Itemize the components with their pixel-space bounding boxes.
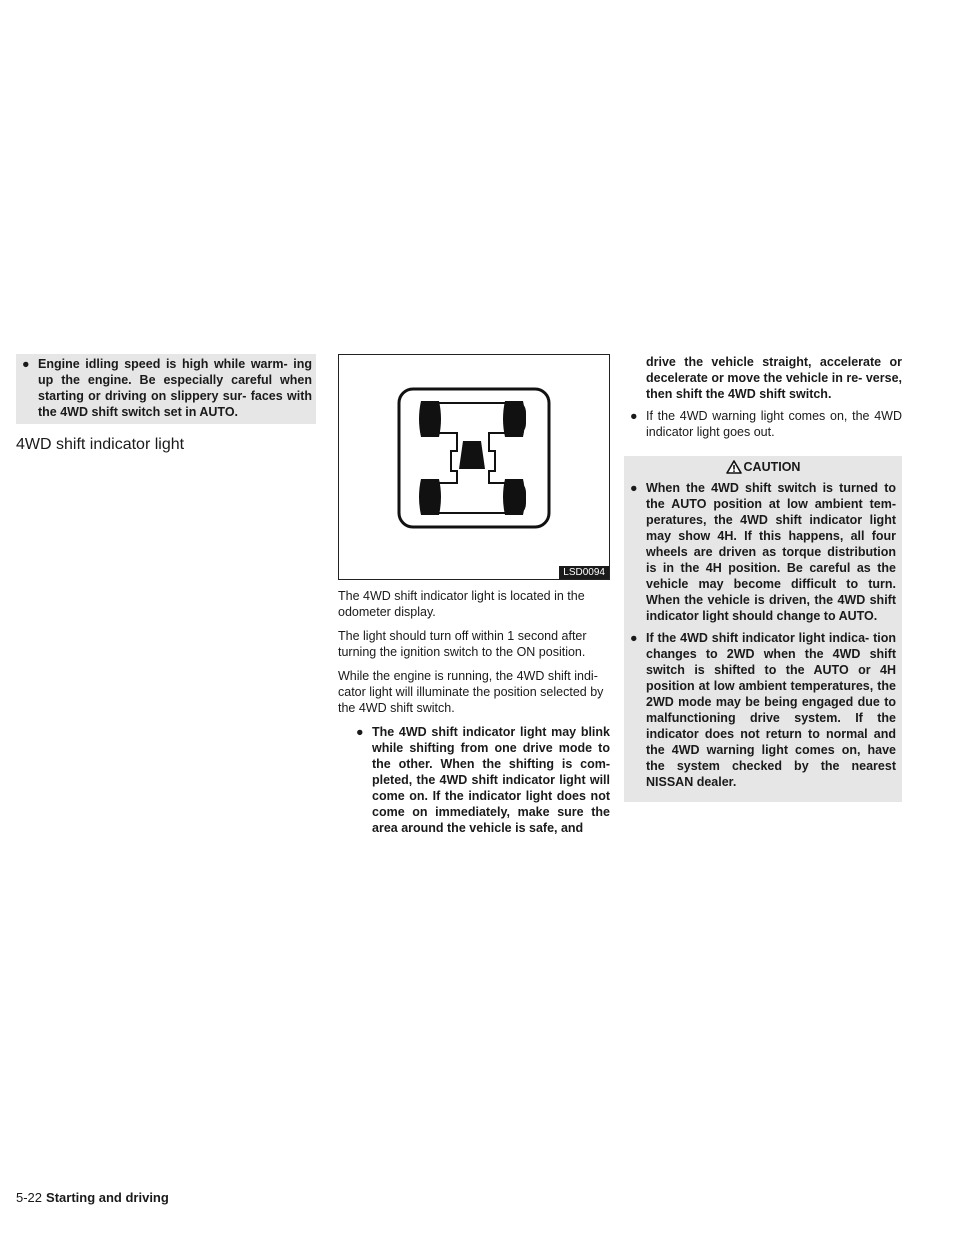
- continuation-item: [624, 354, 902, 402]
- section-heading: 4WD shift indicator light: [16, 436, 185, 453]
- warning-triangle-icon: [726, 460, 742, 474]
- bullet-icon: ●: [356, 725, 364, 739]
- section-name: Starting and driving: [46, 1190, 169, 1205]
- 4wd-drivetrain-icon: [339, 355, 609, 579]
- caution-item: [624, 630, 902, 796]
- caution-item: [624, 480, 902, 630]
- warning-bullet-item: [16, 356, 312, 420]
- figure-4wd-indicator: [338, 354, 610, 580]
- warning-light-text: If the 4WD warning light comes on, the 4WD indicator light goes out.: [646, 409, 902, 439]
- page-number: 5-22: [16, 1190, 43, 1205]
- continuation-text: drive the vehicle straight, accelerate or decelerate or move the vehicle in re- verse, then shift the 4WD shift switch.: [646, 355, 902, 401]
- right-column: [624, 354, 902, 802]
- bullet-icon: ●: [22, 357, 30, 371]
- page-footer: [16, 1190, 169, 1205]
- bullet-icon: ●: [630, 481, 638, 495]
- blink-bullet-item: [338, 724, 610, 836]
- caution-heading: [624, 456, 902, 480]
- bullet-icon: ●: [630, 631, 638, 645]
- blink-bullet-text: The 4WD shift indicator light may blink while shifting from one drive mode to the other. When the shifting is com- pleted, the 4WD shift indicator light will come on. If the indicator light does not come on immediately, make sure the area around the vehicle is safe, and: [372, 725, 610, 835]
- paragraph-illuminate: While the engine is running, the 4WD shift indi- cator light will illuminate the position selected by the 4WD shift switch.: [338, 669, 604, 715]
- caution-title: CAUTION: [743, 460, 801, 474]
- left-column: [16, 354, 316, 454]
- warning-text: Engine idling speed is high while warm- ing up the engine. Be especially careful when starting or driving on slippery sur- faces with the 4WD shift switch set in AUTO.: [38, 357, 312, 419]
- warning-light-bullet-item: [624, 408, 902, 440]
- middle-column: [338, 354, 610, 836]
- figure-code: LSD0094: [559, 566, 609, 579]
- bullet-icon: ●: [630, 409, 638, 423]
- paragraph-turn-off: The light should turn off within 1 second after turning the ignition switch to the ON position.: [338, 629, 587, 659]
- warning-box: [16, 354, 316, 424]
- paragraph-location: The 4WD shift indicator light is located in the odometer display.: [338, 589, 585, 619]
- caution-box: [624, 456, 902, 802]
- caution-item-text: When the 4WD shift switch is turned to the AUTO position at low ambient tem- peratures, the 4WD shift indicator light may show 4H. If this happens, all four wheels are driven as torque distribution is in the 4H position. Be careful as the vehicle may become difficult to turn. When the vehicle is driven, the 4WD shift indicator light should change to AUTO.: [646, 481, 896, 623]
- caution-item-text: If the 4WD shift indicator light indica- tion changes to 2WD when the 4WD shift switch is shifted to the AUTO or 4H position at low ambient temperatures, the 2WD mode may be being engaged due to malfunctioning drive system. If the indicator does not return to normal and the 4WD warning light comes on, have the system checked by the nearest NISSAN dealer.: [646, 631, 896, 789]
